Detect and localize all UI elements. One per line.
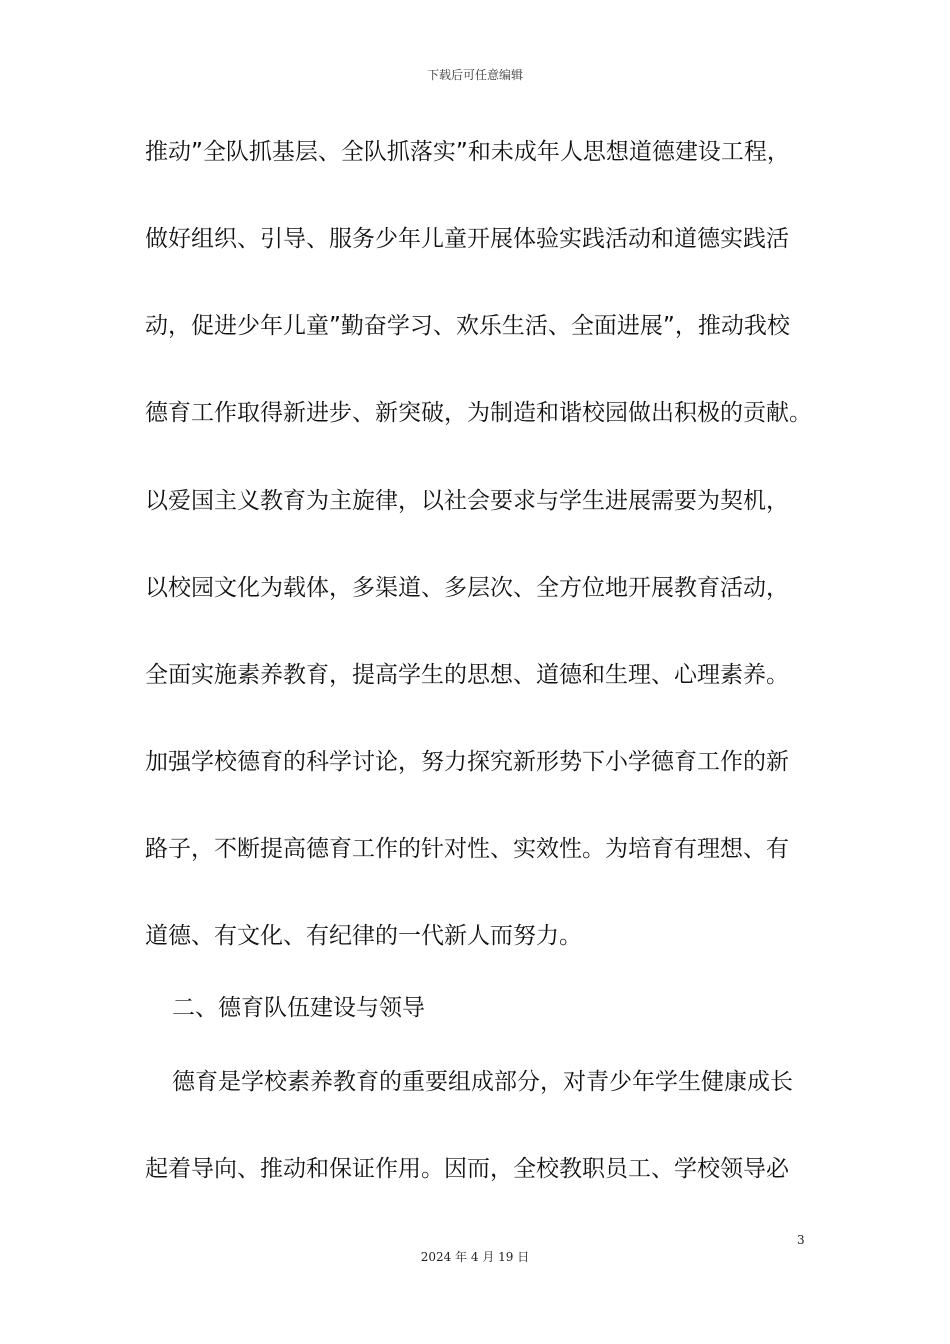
body-line: 路子，不断提高德育工作的针对性、实效性。为培育有理想、有 bbox=[145, 836, 789, 862]
body-line: 推动”全队抓基层、全队抓落实”和未成年人思想道德建设工程， bbox=[145, 139, 790, 165]
body-line: 全面实施素养教育，提高学生的思想、道德和生理、心理素养。 bbox=[145, 662, 789, 688]
footer-date: 2024 年 4 月 19 日 bbox=[420, 1250, 530, 1264]
body-line: 道德、有文化、有纪律的一代新人而努力。 bbox=[145, 923, 582, 949]
section-heading: 二、德育队伍建设与领导 bbox=[172, 995, 425, 1021]
body-line: 以校园文化为载体，多渠道、多层次、全方位地开展教育活动， bbox=[145, 575, 789, 601]
body-line: 以爱国主义教育为主旋律，以社会要求与学生进展需要为契机， bbox=[145, 488, 789, 514]
body-line: 德育是学校素养教育的重要组成部分，对青少年学生健康成长 bbox=[172, 1069, 793, 1095]
page-header: 下载后可任意编辑 bbox=[426, 68, 523, 82]
body-line: 德育工作取得新进步、新突破，为制造和谐校园做出积极的贡献。 bbox=[145, 400, 812, 426]
page-number: 3 bbox=[797, 1233, 805, 1247]
body-line: 动，促进少年儿童”勤奋学习、欢乐生活、全面进展”，推动我校 bbox=[145, 313, 790, 339]
body-line: 起着导向、推动和保证作用。因而，全校教职员工、学校领导必 bbox=[145, 1156, 789, 1182]
body-line: 加强学校德育的科学讨论，努力探究新形势下小学德育工作的新 bbox=[145, 749, 789, 775]
body-line: 做好组织、引导、服务少年儿童开展体验实践活动和道德实践活 bbox=[145, 226, 789, 252]
